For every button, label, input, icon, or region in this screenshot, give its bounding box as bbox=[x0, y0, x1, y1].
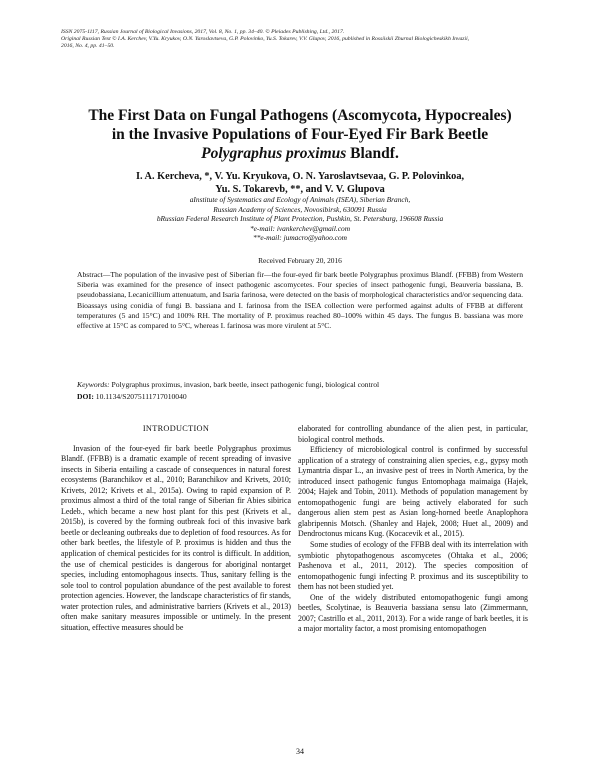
paragraph: Some studies of ecology of the FFBB deal with its interrelation with symbiotic phytopathogenous ascomycetes (Ohtaka et al., 2006; Pashenova et al., 2011, 2012). The species composition of entomopathogenic fungi infecting P. proximus and its susceptibility to them has not been studied yet. bbox=[298, 540, 528, 592]
header-line: 2016, No. 4, pp. 41–50. bbox=[61, 43, 115, 50]
header-line: Original Russian Text © I.A. Kerchev, V.Yu. Kryukov, O.N. Yaroslavtseva, G.P. Polovinko, Yu.S. Tokarev, V.V. Glupov, 2016, published in Rossiiskii Zhurnal Biologicheskikh Invazii, bbox=[61, 36, 470, 43]
keywords bbox=[77, 380, 523, 390]
doi-label: DOI: bbox=[77, 392, 94, 401]
affiliation-line: Russian Academy of Sciences, Novosibirsk, 630091 Russia bbox=[213, 204, 387, 214]
section-heading: INTRODUCTION bbox=[142, 424, 210, 433]
affiliation-line: aInstitute of Systematics and Ecology of Animals (ISEA), Siberian Branch, bbox=[189, 195, 411, 204]
abstract: Abstract—The population of the invasive pest of Siberian fir—the four-eyed fir bark beetle Polygraphus proximus Blandf. (FFBB) from Western Siberia was examined for the presence of insect pathogenic ascomycetes. Four species of insect pathogenic fungi, Beauveria bassiana, B. pseudobassiana, Lecanicillium attenuatum, and Isaria farinosa, were detected on the basis of morphological characteristics and/or sequencing data. Bioassays using conidia of fungi B. bassiana and I. farinosa from the ISEA collection were performed against adults of FFBB at different temperatures (5 and 15°C) and 100% RH. The mortality of P. proximus reached 80–100% within 45 days. The fungus B. bassiana was more effective at 15°C as compared to 5°C, whereas I. farinosa was more virulent at 5°C. bbox=[77, 270, 523, 331]
email-line: *e-mail: ivankerchev@gmail.com bbox=[249, 223, 351, 233]
email-line: **e-mail: jumacro@yahoo.com bbox=[253, 233, 347, 243]
page-number: 34 bbox=[296, 747, 304, 756]
keywords-text: Polygraphus proximus, invasion, bark beetle, insect pathogenic fungi, biological control bbox=[109, 380, 380, 389]
paragraph: elaborated for controlling abundance of the alien pest, in particular, biological control methods. bbox=[298, 424, 528, 444]
author-line: Yu. S. Tokarevb, **, and V. V. Glupova bbox=[215, 184, 385, 195]
title-line: in the Invasive Populations of Four-Eyed Fir Bark Beetle bbox=[111, 126, 489, 143]
right-column bbox=[298, 424, 528, 635]
affiliation-line: bRussian Federal Research Institute of Plant Protection, Pushkin, St. Petersburg, 196608 Russia bbox=[156, 214, 444, 224]
article-title bbox=[40, 106, 560, 163]
title-species: Polygraphus proximus bbox=[201, 145, 347, 162]
paragraph: One of the widely distributed entomopathogenic fungi among beetles, Scolytinae, is Beauveria bassiana sensu lato (Zimmermann, 2007; Castrillo et al., 2011, 2013). For a wide range of bark beetles, it is a major mortality factor, a most promising entomopathogen bbox=[298, 592, 528, 634]
paragraph: Efficiency of microbiological control is confirmed by successful application of a strategy of constraining alien species, e.g., gypsy moth Lymantria dispar L., an invasive pest of trees in North America, by the introduced insect pathogenic fungus Entomophaga maimaiga (Hajek, 2004; Hajek and Tobin, 2011). Methods of population management by entomopathogenic fungi are being actively elaborated for such dangerous alien stem pest as Asian long-horned beetle Anaplophora glabripennis Motsch. (Shanley and Hajek, 2008; Huet al., 2009) and Dendroctonus micans Kug. (Kocacevik et al., 2015). bbox=[298, 445, 528, 539]
author-list bbox=[40, 170, 560, 196]
author-line: I. A. Kercheva, *, V. Yu. Kryukova, O. N. Yaroslavtsevaa, G. P. Polovinkoa, bbox=[135, 171, 465, 182]
affiliations bbox=[40, 195, 560, 243]
paragraph: Invasion of the four-eyed fir bark beetle Polygraphus proximus Blandf. (FFBB) is a dramatic example of recent spreading of invasive insects in Siberia entailing a cascade of consequences in natural forest ecosystems (Baranchikov et al., 2010; Baranchikov and Krivets, 2010; Krivets, 2012; Krivets et al., 2015a). Owing to rapid expansion of P. proximus almost a third of the total range of Siberian fir Abies sibirica Ledeb., which became a new host plant for this pest (Krivets et al., 2015b), is covered by the forming outbreak foci of this invasive bark beetle or decleaning outbreaks due to depletion of food resources. As for other bark beetles, the lifestyle of P. proximus is hidden and thus the application of chemical pesticides for its control is difficult. In addition, the use of chemical pesticides is dangerous for aboriginal nontarget species, including entomophagous insects. Thus, sanitary felling is the sole tool to control population abundance of the pest available to forest protection agencies. However, the landscape characteristics of fir stands, water protection rules, and administrative barriers (Krivets et al., 2013) often make sanitary measures impossible or untimely. In the present situation, effective measures should be bbox=[61, 443, 291, 632]
keywords-label: Keywords: bbox=[77, 380, 110, 389]
received-date: Received February 20, 2016 bbox=[258, 256, 342, 265]
title-species-author: Blandf. bbox=[346, 145, 399, 162]
doi-value: 10.1134/S2075111717010040 bbox=[93, 392, 187, 401]
doi bbox=[77, 392, 523, 402]
title-line bbox=[40, 144, 560, 163]
header-line: ISSN 2075-1117, Russian Journal of Biological Invasions, 2017, Vol. 8, No. 1, pp. 34–40. © Pleiades Publishing, Ltd., 2017. bbox=[61, 29, 345, 35]
title-line: The First Data on Fungal Pathogens (Ascomycota, Hypocreales) bbox=[88, 107, 512, 124]
running-header bbox=[61, 29, 561, 51]
left-column bbox=[61, 424, 291, 633]
